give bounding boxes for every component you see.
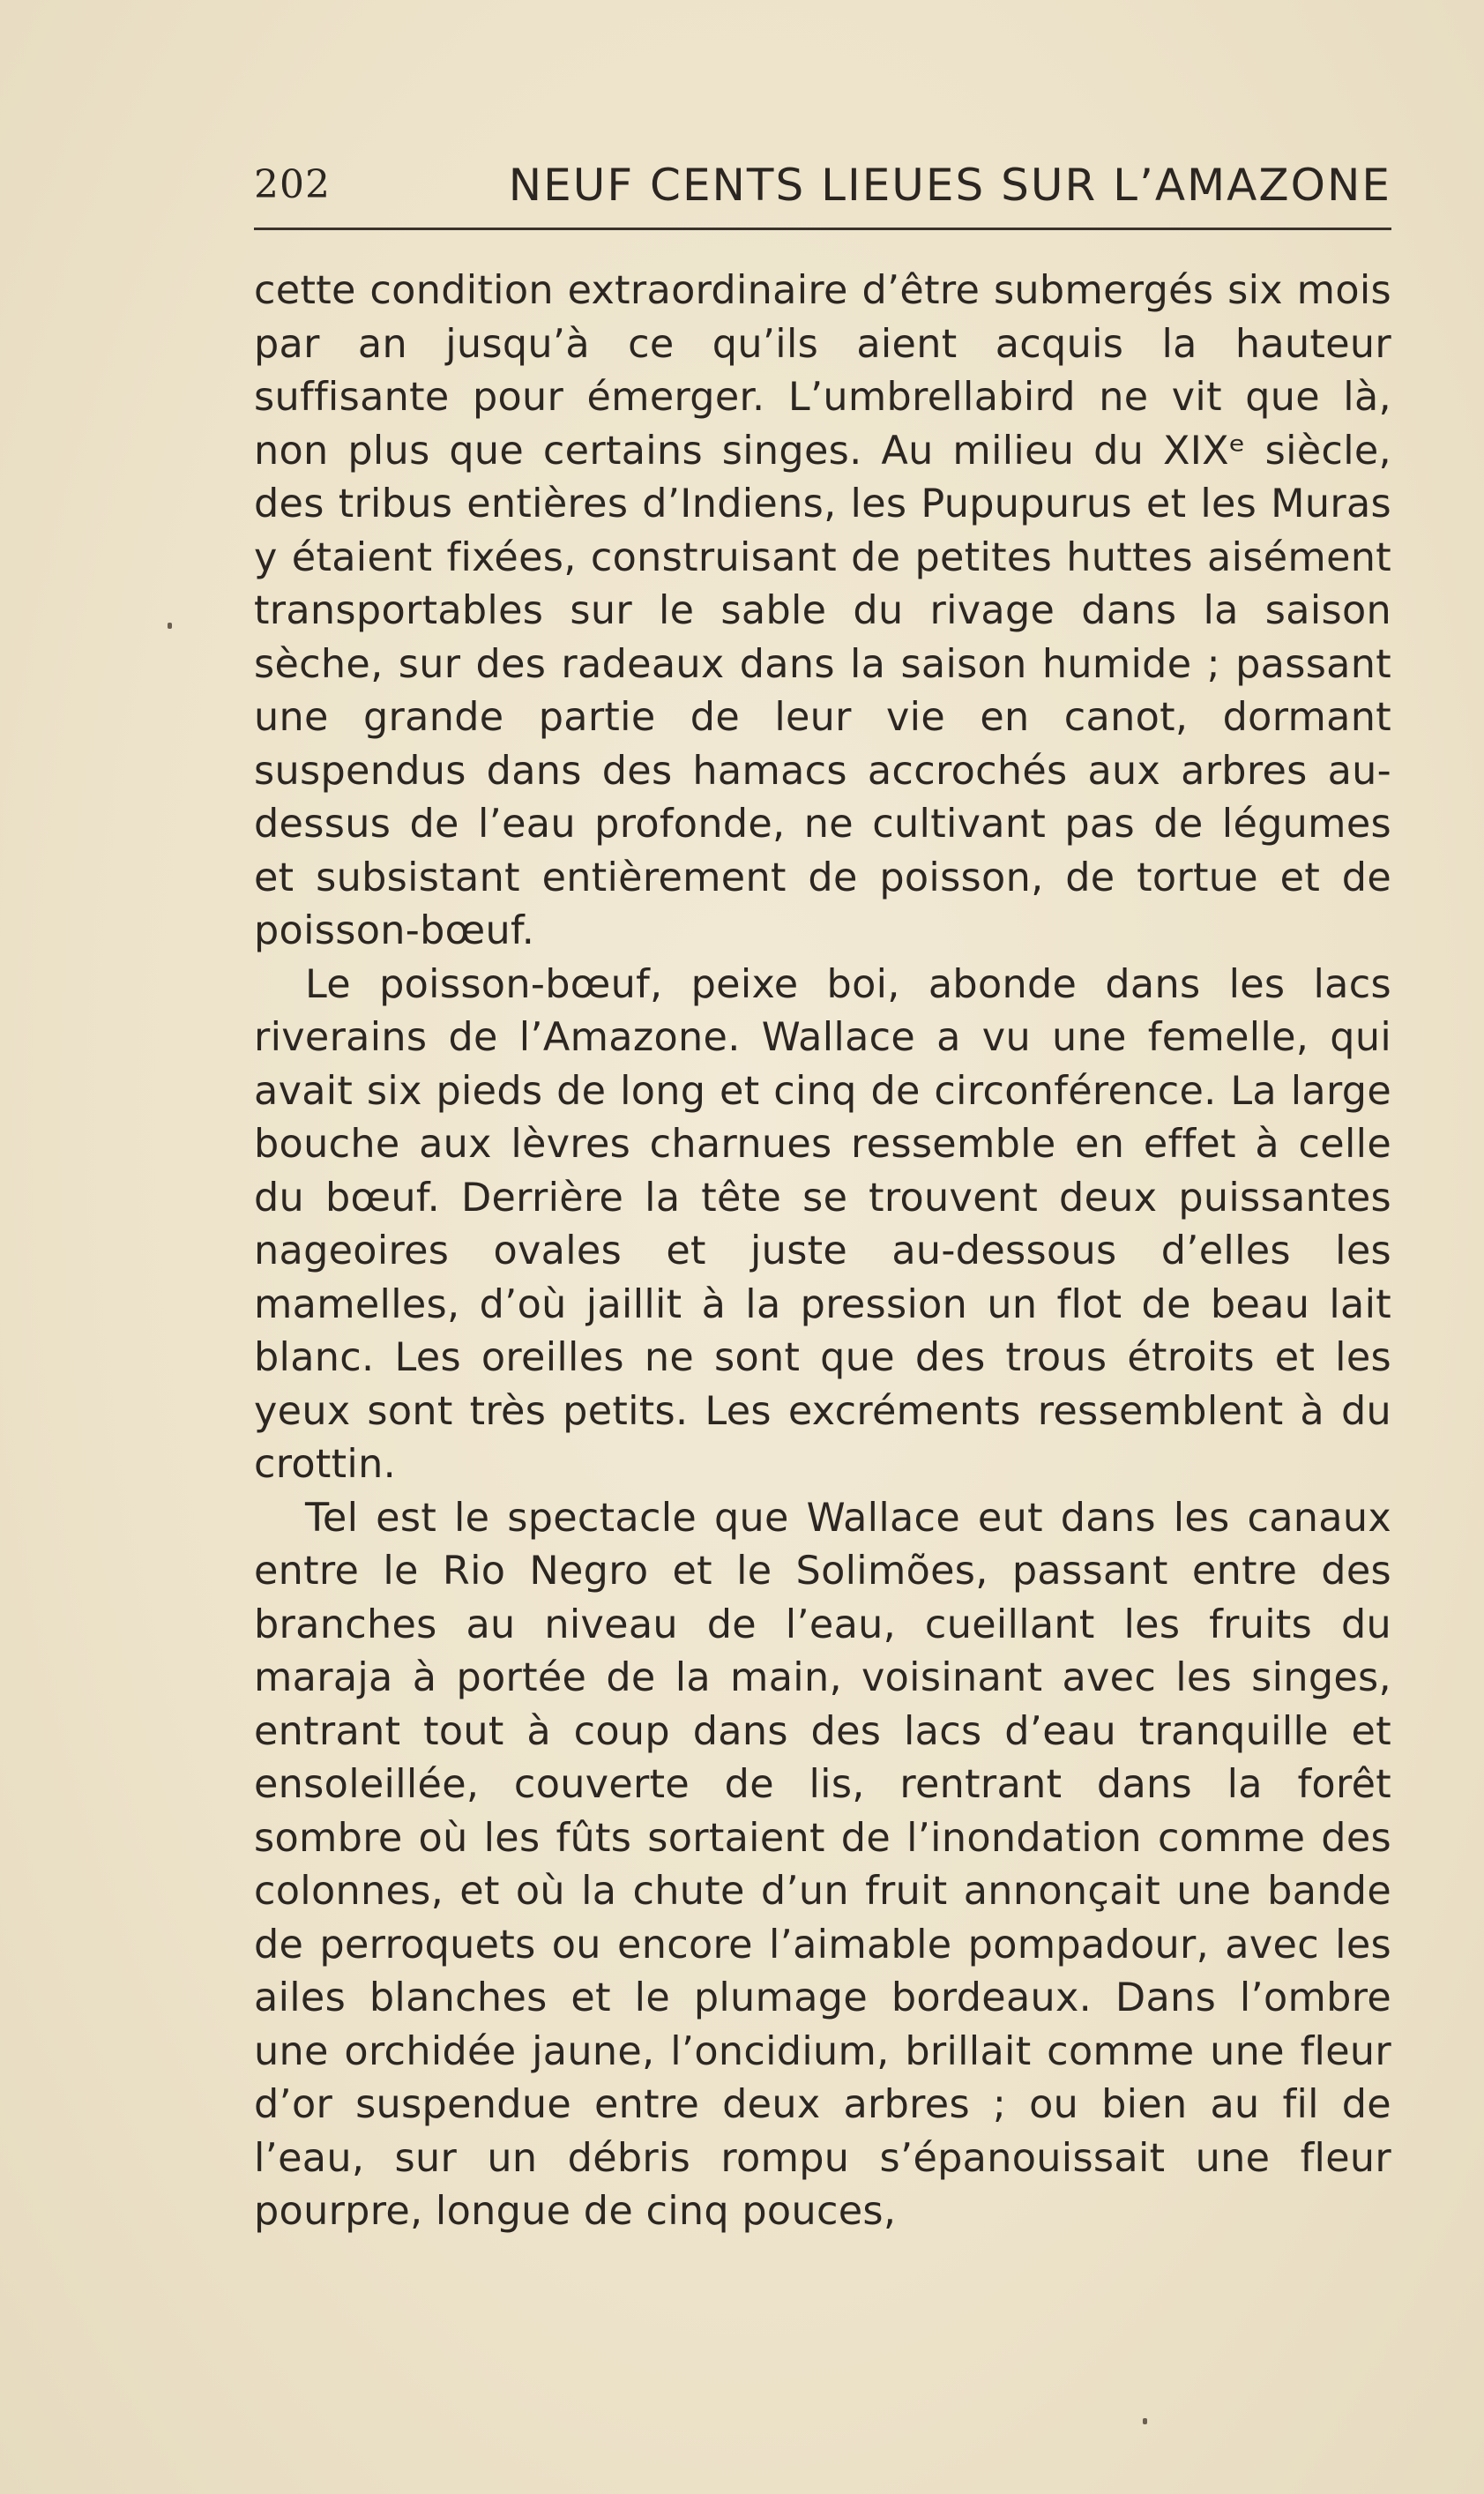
paper-speck — [168, 623, 172, 629]
page-header — [254, 159, 1391, 212]
body-text — [254, 265, 1391, 2239]
paragraph-poisson-boeuf: Le poisson-bœuf, peixe boi, abonde dans les lacs riverains de l’Amazone. Wallace a vu une femelle, qui avait six pieds de long et cinq de circonférence. La large bouche aux lèvres charnues ressemble en effet à celle du bœuf. Derrière la tête se trouvent deux puissantes nageoires ovales et juste au-dessous d’elles les mamelles, d’où jaillit à la pression un flot de beau lait blanc. Les oreilles ne sont que des trous étroits et les yeux sont très petits. Les excréments ressemblent à du crottin. — [254, 961, 1391, 1487]
header-rule — [254, 228, 1391, 230]
paper-speck — [1143, 2418, 1147, 2424]
page-number: 202 — [254, 162, 331, 207]
running-title: NEUF CENTS LIEUES SUR L’AMAZONE — [508, 160, 1391, 211]
paragraph-spectacle: Tel est le spectacle que Wallace eut dans les canaux entre le Rio Negro et le Solimões, passant entre des branches au niveau de l’eau, cueillant les fruits du maraja à portée de la main, voisinant avec les singes, entrant tout à coup dans des lacs d’eau tranquille et ensoleillée, couverte de lis, rentrant dans la forêt sombre où les fûts sortaient de l’inondation comme des colonnes, et où la chute d’un fruit annonçait une bande de perroquets ou encore l’aimable pompadour, avec les ailes blanches et le plumage bordeaux. Dans l’ombre une orchidée jaune, l’oncidium, brillait comme une fleur d’or suspendue entre deux arbres ; ou bien au fil de l’eau, sur un débris rompu s’épanouissait une fleur pourpre, longue de cinq pouces, — [254, 1495, 1391, 2234]
paragraph-continued: cette condition extraordinaire d’être submergés six mois par an jusqu’à ce qu’ils aient acquis la hauteur suffisante pour émerger. L’umbrellabird ne vit que là, non plus que certains singes. Au milieu du XIXᵉ siècle, des tribus entières d’Indiens, les Pupupurus et les Muras y étaient fixées, construisant de petites huttes aisément transportables sur le sable du rivage dans la saison sèche, sur des radeaux dans la saison humide ; passant une grande partie de leur vie en canot, dormant suspendus dans des hamacs accrochés aux arbres au-dessus de l’eau profonde, ne cultivant pas de légumes et subsistant entièrement de poisson, de tortue et de poisson-bœuf. — [254, 268, 1391, 953]
